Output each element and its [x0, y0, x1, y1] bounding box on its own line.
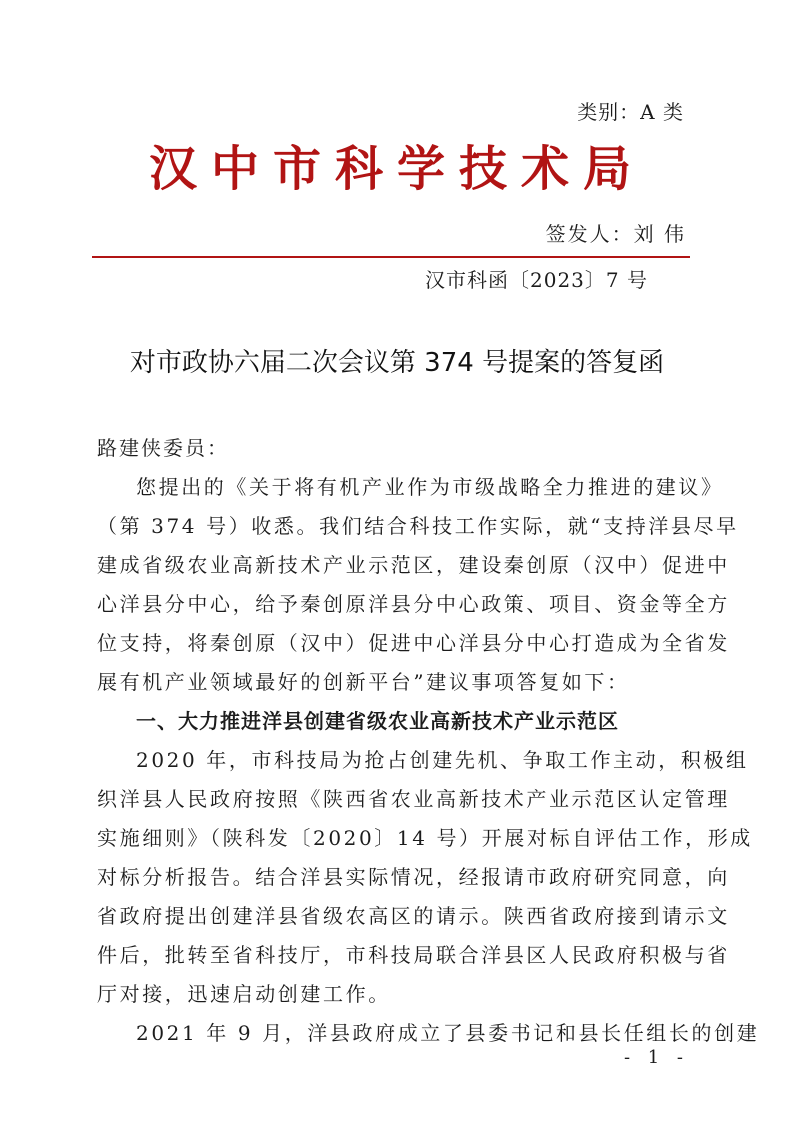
paragraph-line: （第 374 号）收悉。我们结合科技工作实际，就“支持洋县尽早 [97, 514, 739, 538]
page-number: - 1 - [623, 1047, 689, 1068]
paragraph-line: 厅对接，迅速启动创建工作。 [97, 982, 391, 1006]
red-header-rule [92, 256, 690, 258]
paragraph-line: 展有机产业领域最好的创新平台”建议事项答复如下： [97, 670, 630, 694]
paragraph-line: 对标分析报告。结合洋县实际情况，经报请市政府研究同意，向 [97, 865, 730, 889]
signer-label: 签发人：刘 伟 [545, 222, 686, 246]
paragraph-line: 实施细则》（陕科发〔2020〕14 号）开展对标自评估工作，形成 [97, 826, 753, 850]
paragraph-line: 2020 年，市科技局为抢占创建先机、争取工作主动，积极组 [136, 748, 749, 772]
paragraph-line: 心洋县分中心，给予秦创原洋县分中心政策、项目、资金等全方 [97, 592, 730, 616]
paragraph-line: 建成省级农业高新技术产业示范区，建设秦创原（汉中）促进中 [97, 553, 730, 577]
document-number: 汉市科函〔2023〕7 号 [425, 268, 648, 292]
paragraph-line: 位支持，将秦创原（汉中）促进中心洋县分中心打造成为全省发 [97, 631, 730, 655]
paragraph-line: 件后，批转至省科技厅，市科技局联合洋县区人民政府积极与省 [97, 943, 730, 967]
document-title: 对市政协六届二次会议第 374 号提案的答复函 [129, 348, 665, 378]
category-label: 类别：A 类 [577, 100, 684, 124]
salutation: 路建侠委员： [97, 436, 229, 460]
issuing-org-title: 汉中市科学技术局 [148, 141, 645, 197]
paragraph-line: 2021 年 9 月，洋县政府成立了县委书记和县长任组长的创建 [136, 1021, 760, 1045]
paragraph-line: 您提出的《关于将有机产业作为市级战略全力推进的建议》 [136, 475, 724, 499]
paragraph-line: 织洋县人民政府按照《陕西省农业高新技术产业示范区认定管理 [97, 787, 730, 811]
paragraph-line: 省政府提出创建洋县省级农高区的请示。陕西省政府接到请示文 [97, 904, 730, 928]
section-heading: 一、大力推进洋县创建省级农业高新技术产业示范区 [136, 709, 619, 733]
